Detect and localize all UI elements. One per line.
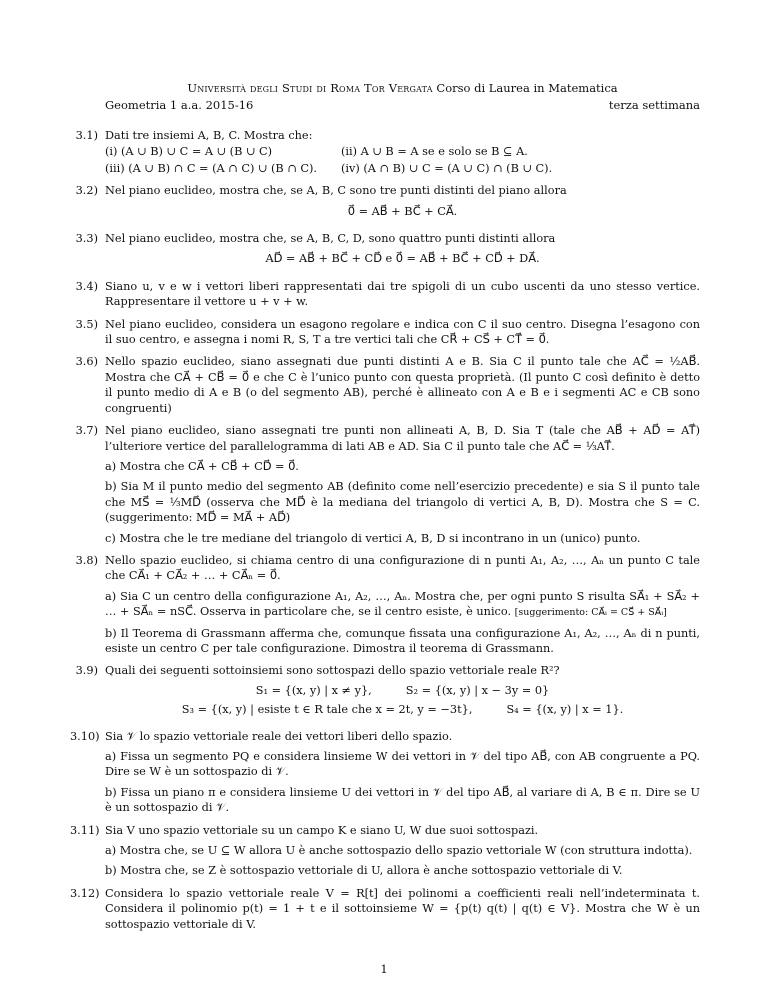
part-b: b) Sia M il punto medio del segmento AB (definito come nell’esercizio precedente) e sia S il punto tale che MS⃗ = ⅓MD⃗ (osserva che MD⃗ è la mediana del triangolo di vertici A, B, D). Mostra che S = C. (suggerimento: MD⃗ = MA⃗ + AD⃗)	[105, 480, 700, 525]
item-i: (i) (A ∪ B) ∪ C = A ∪ (B ∪ C)	[105, 145, 273, 159]
set-s1: S₁ = {(x, y) | x ≠ y},	[255, 683, 372, 697]
hint: [suggerimento: CA⃗ᵢ = CS⃗ + SA⃗ᵢ]	[514, 607, 667, 619]
part-a: a) Sia C un centro della configurazione A₁, A₂, …, Aₙ. Mostra che, per ogni punto S risulta SA⃗₁ + SA⃗₂ + … + SA⃗ₙ = nSC⃗. Osserva in particolare che, se il centro esiste, è unico. [suggerimento: CA⃗ᵢ = CS⃗ + SA⃗ᵢ]	[105, 589, 700, 619]
exercise-3-1: 3.1) Dati tre insiemi A, B, C. Mostra che: (i) (A ∪ B) ∪ C = A ∪ (B ∪ C) (ii) A ∪ B = A se e solo se B ⊆ A. (iii) (A ∪ B) ∩ C = (A ∩ C) ∪ (B ∩ C). (iv) (A ∩ B) ∪ C = (A ∪ C) ∩ (B ∪ C).	[70, 128, 700, 176]
equation: 0⃗ = AB⃗ + BC⃗ + CA⃗.	[347, 204, 458, 218]
exercise-3-5: 3.5) Nel piano euclideo, considera un esagono regolare e indica con C il suo centro. Disegna l’esagono con il suo centro, e assegna i nomi R, S, T a tre vertici tali che CR⃗ + CS⃗ + CT⃗ = 0⃗.	[75, 317, 700, 347]
part-b: b) Il Teorema di Grassmann afferma che, comunque fissata una configurazione A₁, A₂, …, Aₙ di n punti, esiste un centro C per tale configurazione. Dimostra il teorema di Grassmann.	[105, 626, 700, 655]
part-a: a) Fissa un segmento PQ e considera linsieme W dei vettori in 𝒱 del tipo AB⃗, con AB congruente a PQ. Dire se W è un sottospazio di 𝒱.	[105, 750, 700, 779]
item-ii: (ii) A ∪ B = A se e solo se B ⊆ A.	[341, 145, 528, 159]
exercise-3-3: 3.3) Nel piano euclideo, mostra che, se A, B, C, D, sono quattro punti distinti allora AD⃗ = AB⃗ + BC⃗ + CD⃗ e 0⃗ = AB⃗ + BC⃗ + CD⃗ + DA⃗.	[70, 231, 700, 272]
item-iv: (iv) (A ∩ B) ∪ C = (A ∪ C) ∩ (B ∪ C).	[341, 161, 553, 175]
exercise-3-8: 3.8) Nello spazio euclideo, si chiama centro di una configurazione di n punti A₁, A₂, …, Aₙ un punto C tale che CA⃗₁ + CA⃗₂ + … + CA⃗ₙ = 0⃗. a) Sia C un centro della configurazione A₁, A₂, …, Aₙ. Mostra che, per ogni punto S risulta SA⃗₁ + SA⃗₂ + … + SA⃗ₙ = nSC⃗. Osserva in particolare che, se il centro esiste, è unico. [suggerimento: CA⃗ᵢ = CS⃗ + SA⃗ᵢ] b) Il Teorema di Grassmann afferma che, comunque fissata una configurazione A₁, A₂, …, Aₙ di n punti, esiste un centro C per tale configurazione. Dimostra il teorema di Grassmann.	[75, 553, 700, 655]
program: Corso di Laurea in Matematica	[436, 81, 618, 95]
exercise-3-2: 3.2) Nel piano euclideo, mostra che, se A, B, C sono tre punti distinti del piano allora 0⃗ = AB⃗ + BC⃗ + CA⃗.	[70, 183, 700, 224]
exercise-3-4: 3.4) Siano u, v e w i vettori liberi rappresentati dai tre spigoli di un cubo uscenti da uno stesso vertice. Rappresentare il vettore u + v + w.	[75, 279, 700, 309]
exercise-3-12: 3.12) Considera lo spazio vettoriale reale V = R[t] dei polinomi a coefficienti reali nell’indeterminata t. Considera il polinomio p(t) = 1 + t e il sottoinsieme W = {p(t) q(t) | q(t) ∈ V}. Mostra che W è un sottospazio vettoriale di V.	[70, 886, 700, 931]
course-title: Geometria 1 a.a. 2015-16	[105, 98, 254, 112]
part-b: b) Fissa un piano π e considera linsieme U dei vettori in 𝒱 del tipo AB⃗, al variare di A, B ∈ π. Dire se U è un sottospazio di 𝒱.	[105, 785, 700, 815]
set-s3: S₃ = {(x, y) | esiste t ∈ R tale che x = 2t, y = −3t},	[181, 703, 473, 717]
exercise-3-6: 3.6) Nello spazio euclideo, siano assegnati due punti distinti A e B. Sia C il punto tale che AC⃗ = ½AB⃗. Mostra che CA⃗ + CB⃗ = 0⃗ e che C è l’unico punto con questa proprietà. (Il punto C così definito è detto il punto medio di A e B (o del segmento AB), perché è allineato con A e B e i segmenti AC e CB sono congruenti)	[75, 355, 700, 415]
equation: AD⃗ = AB⃗ + BC⃗ + CD⃗ e 0⃗ = AB⃗ + BC⃗ + CD⃗ + DA⃗.	[265, 252, 540, 266]
page-number: 1	[380, 962, 388, 976]
part-a: a) Mostra che CA⃗ + CB⃗ + CD⃗ = 0⃗.	[105, 459, 299, 473]
exercise-3-11: 3.11) Sia V uno spazio vettoriale su un campo K e siano U, W due suoi sottospazi. a) Mostra che, se U ⊆ W allora U è anche sottospazio dello spazio vettoriale W (con struttura indotta). b) Mostra che, se Z è sottospazio vettoriale di U, allora è anche sottospazio vettoriale di V.	[70, 823, 700, 879]
week-label: terza settimana	[608, 98, 700, 112]
page-header	[105, 80, 700, 114]
exercise-3-7: 3.7) Nel piano euclideo, siano assegnati tre punti non allineati A, B, D. Sia T (tale che AB⃗ + AD⃗ = AT⃗) l’ulteriore vertice del parallelogramma di lati AB e AD. Sia C il punto tale che AC⃗ = ⅓AT⃗. a) Mostra che CA⃗ + CB⃗ + CD⃗ = 0⃗. b) Sia M il punto medio del segmento AB (definito come nell’esercizio precedente) e sia S il punto tale che MS⃗ = ⅓MD⃗ (osserva che MD⃗ è la mediana del triangolo di vertici A, B, D). Mostra che S = C. (suggerimento: MD⃗ = MA⃗ + AD⃗) c) Mostra che le tre mediane del triangolo di vertici A, B, D si incontrano in un (unico) punto.	[75, 424, 700, 545]
exercise-3-9: 3.9) Quali dei seguenti sottoinsiemi sono sottospazi dello spazio vettoriale reale R²? S₁ = {(x, y) | x ≠ y}, S₂ = {(x, y) | x − 3y = 0} S₃ = {(x, y) | esiste t ∈ R tale che x = 2t, y = −3t}, S₄ = {(x, y) | x = 1}.	[75, 664, 624, 717]
part-a: a) Mostra che, se U ⊆ W allora U è anche sottospazio dello spazio vettoriale W (con struttura indotta).	[105, 844, 693, 858]
institution: Università degli Studi di Roma Tor Vergata	[187, 81, 433, 95]
exercise-3-10: 3.10) Sia 𝒱 lo spazio vettoriale reale dei vettori liberi dello spazio. a) Fissa un segmento PQ e considera linsieme W dei vettori in 𝒱 del tipo AB⃗, con AB congruente a PQ. Dire se W è un sottospazio di 𝒱. b) Fissa un piano π e considera linsieme U dei vettori in 𝒱 del tipo AB⃗, al variare di A, B ∈ π. Dire se U è un sottospazio di 𝒱.	[70, 729, 700, 815]
part-c: c) Mostra che le tre mediane del triangolo di vertici A, B, D si incontrano in un (unico) punto.	[105, 531, 641, 545]
exercise-list	[70, 128, 700, 939]
item-iii: (iii) (A ∪ B) ∩ C = (A ∩ C) ∪ (B ∩ C).	[105, 161, 318, 175]
set-s4: S₄ = {(x, y) | x = 1}.	[506, 703, 624, 717]
set-s2: S₂ = {(x, y) | x − 3y = 0}	[405, 683, 550, 697]
part-b: b) Mostra che, se Z è sottospazio vettoriale di U, allora è anche sottospazio vettoriale di V.	[105, 864, 623, 878]
